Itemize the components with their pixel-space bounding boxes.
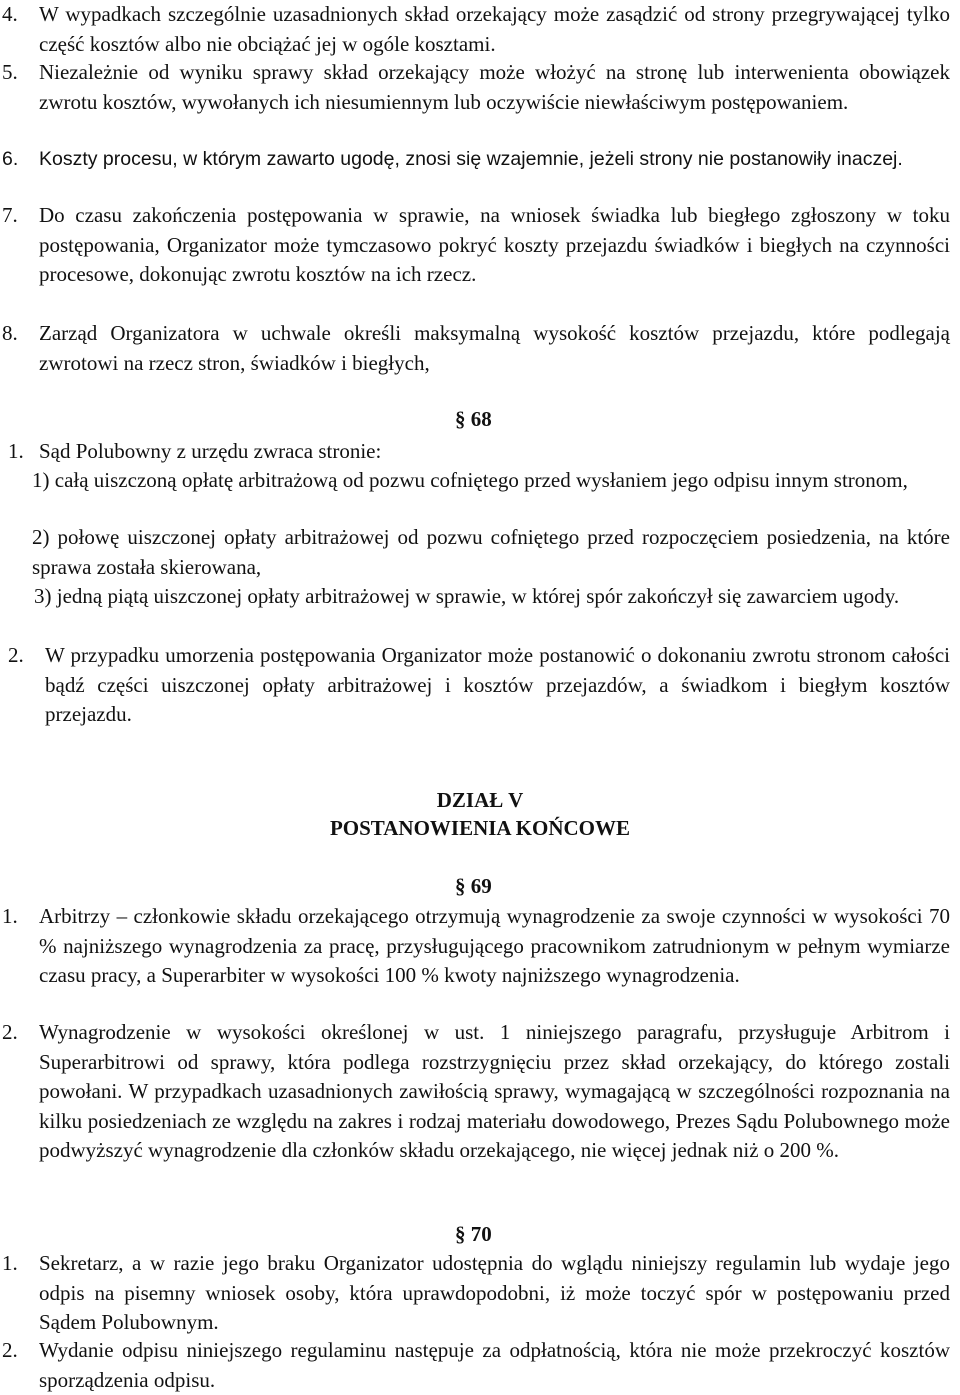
paragraph-text: Sekretarz, a w razie jego braku Organizator udostępnia do wglądu niniejszy regulamin lub wydaje jego odpis na pisemny wniosek osoby, która uprawdopodobni, iż może toczyć spór w postępowaniu przed Sądem Polubownym. (39, 1251, 950, 1334)
section-68-point-2 (0, 641, 950, 730)
section-69-point-1 (0, 902, 950, 991)
paragraph-text: Niezależnie od wyniku sprawy skład orzekający może włożyć na stronę lub interwenienta obowiązek zwrotu kosztów, wywołanych ich niesumiennym lub oczywiście niewłaściwym postępowaniem. (39, 60, 950, 114)
section-number: 70 (470, 1222, 492, 1246)
paragraph-text: W przypadku umorzenia postępowania Organizator może postanowić o dokonaniu zwrotu stronom całości bądź części uiszczonej opłaty arbitrażowej i kosztów przejazdów, a świadkom i biegłym kosztów przejazdu. (45, 643, 950, 726)
section-70-point-1 (0, 1249, 950, 1338)
chapter-heading: DZIAŁ V (436, 788, 524, 812)
paragraph-number: 7. (2, 203, 18, 227)
paragraph-number: 2. (8, 643, 24, 667)
paragraph-text: W wypadkach szczególnie uzasadnionych skład orzekający może zasądzić od strony przegrywającej tylko część kosztów albo nie obciążać jej w ogóle kosztami. (39, 2, 950, 56)
section-68-subpoint-1: 1) całą uiszczoną opłatę arbitrażową od pozwu cofniętego przed wysłaniem jego odpisu innym stronom, (32, 468, 908, 492)
paragraph-text: Zarząd Organizatora w uchwale określi maksymalną wysokość kosztów przejazdu, które podlegają zwrotowi na rzecz stron, świadków i biegłych, (39, 321, 950, 375)
section-68-subpoint-2: 2) połowę uiszczonej opłaty arbitrażowej od pozwu cofniętego przed rozpoczęciem posiedzenia, na które sprawa została skierowana, (32, 525, 950, 579)
paragraph-number: 4. (2, 2, 18, 26)
paragraph-text: Koszty procesu, w którym zawarto ugodę, znosi się wzajemnie, jeżeli strony nie postanowiły inaczej. (39, 148, 903, 170)
paragraph-number: 1. (2, 904, 18, 928)
paragraph-8 (0, 319, 950, 378)
paragraph-5 (0, 58, 950, 117)
paragraph-text: Wynagrodzenie w wysokości określonej w ust. 1 niniejszego paragrafu, przysługuje Arbitrom i Superarbitrowi od sprawy, która podlega rozstrzygnięciu przez skład orzekający, do którego zostali powołani. W przypadkach uzasadnionych zawiłością sprawy, wymagającą w szczególności rozpoznania na kilku posiedzeniach ze względu na zakres i rodzaj materiału dowodowego, Prezes Sądu Polubownego może podwyższyć wynagrodzenie dla członków składu orzekającego, nie więcej jednak niż o 200 %. (39, 1020, 950, 1162)
paragraph-4 (0, 0, 950, 59)
paragraph-text: Arbitrzy – członkowie składu orzekającego otrzymują wynagrodzenie za swoje czynności w wysokości 70 % najniższego wynagrodzenia za pracę, przysługującego pracownikom zatrudnionym w pełnym wymiarze czasu pracy, a Superarbiter w wysokości 100 % kwoty najniższego wynagrodzenia. (39, 904, 950, 987)
paragraph-number: 1. (2, 1251, 18, 1275)
paragraph-number: 8. (2, 321, 18, 345)
paragraph-number: 6. (2, 148, 19, 170)
section-68-subpoint-3: 3) jedną piątą uiszczonej opłaty arbitrażowej w sprawie, w której spór zakończył się zawarciem ugody. (34, 584, 900, 608)
section-68-point-1 (0, 437, 950, 467)
section-69-point-2 (0, 1018, 950, 1166)
paragraph-6 (0, 145, 950, 175)
section-69-heading: § 69 (455, 874, 492, 898)
section-number: 69 (470, 874, 492, 898)
paragraph-text: Sąd Polubowny z urzędu zwraca stronie: (39, 439, 382, 463)
paragraph-text: Do czasu zakończenia postępowania w sprawie, na wniosek świadka lub biegłego zgłoszony w toku postępowania, Organizator może tymczasowo pokryć koszty przejazdu świadków i biegłych na czynności procesowe, dokonując zwrotu kosztów na ich rzecz. (39, 203, 950, 286)
section-number: 68 (470, 407, 492, 431)
chapter-title: POSTANOWIENIA KOŃCOWE (329, 816, 631, 840)
section-68-heading: § 68 (455, 407, 492, 431)
paragraph-number: 2. (2, 1338, 18, 1362)
section-70-point-2 (0, 1336, 950, 1395)
paragraph-number: 5. (2, 60, 18, 84)
section-70-heading: § 70 (455, 1222, 492, 1246)
paragraph-number: 1. (8, 439, 24, 463)
paragraph-7 (0, 201, 950, 290)
paragraph-number: 2. (2, 1020, 18, 1044)
paragraph-text: Wydanie odpisu niniejszego regulaminu następuje za odpłatnością, która nie może przekroczyć kosztów sporządzenia odpisu. (39, 1338, 950, 1392)
